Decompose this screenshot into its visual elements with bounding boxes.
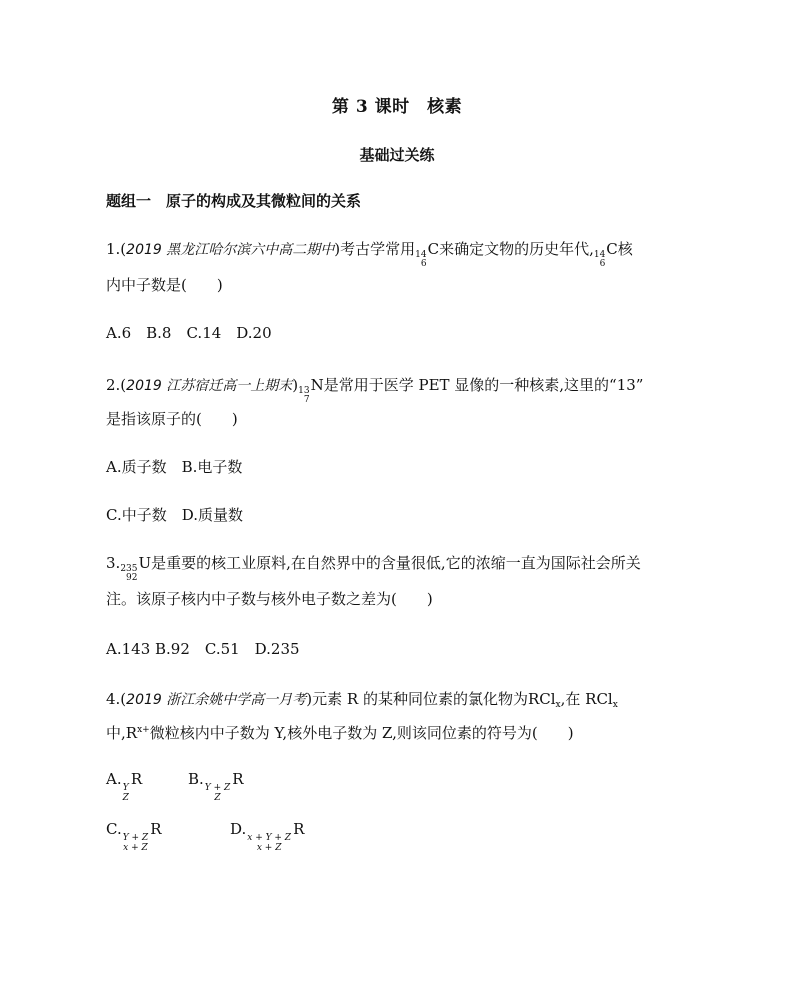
q1-source: 2019 黑龙江哈尔滨六中高二期中 <box>126 242 335 258</box>
q4-option-b-element: R <box>232 770 244 788</box>
q4-option-b-top: Y + Z <box>204 783 231 793</box>
question-2-options-cd: C.中子数 D.质量数 <box>106 506 243 524</box>
q4-number: 4.( <box>106 690 127 708</box>
q3-atomic-number: 92 <box>126 573 138 583</box>
q1-nuclide-2 <box>594 242 618 269</box>
q3-number: 3. <box>106 554 121 572</box>
q4-option-a-nuclide-scripts <box>122 783 130 803</box>
q4-option-a-top: Y <box>122 783 129 793</box>
q4-formula-2 <box>585 690 618 708</box>
q1-mass: 14 <box>415 250 427 260</box>
q2-mass: 13 <box>298 386 310 396</box>
q4-formula-main: RCl <box>527 690 556 708</box>
question-3-line-1 <box>106 556 641 583</box>
page-title: 第 3 课时 核素 <box>331 97 463 117</box>
q3-mass: 235 <box>120 564 138 574</box>
q4-option-d-top: x + Y + Z <box>247 833 292 843</box>
question-4-line-2 <box>106 726 574 741</box>
q1-element: C <box>427 240 440 258</box>
q1-text-3: 核 <box>617 240 633 258</box>
q3-nuclide <box>120 556 151 583</box>
q4-formula-sub: x <box>555 700 561 710</box>
q4-option-d-nuclide-scripts <box>246 833 292 853</box>
q4-ion-charge: x+ <box>137 725 150 735</box>
q3-text-1: 是重要的核工业原料,在自然界中的含量很低,它的浓缩一直为国际社会所关 <box>151 554 641 572</box>
q2-source: 2019 江苏宿迁高一上期末 <box>126 378 293 394</box>
q4-text-2: ,在 <box>560 690 586 708</box>
q4-option-b <box>188 772 244 803</box>
q1-nuclide-1 <box>415 242 439 269</box>
question-1-line-1 <box>106 242 633 269</box>
section-heading: 题组一 原子的构成及其微粒间的关系 <box>106 192 362 210</box>
q1-mass-2: 14 <box>593 250 606 260</box>
q4-option-c-top: Y + Z <box>122 833 149 843</box>
q4-option-b-nuclide-scripts <box>204 783 231 803</box>
q2-text-2: 是常用于医学 PET 显像的一种核素,这里的“13” <box>323 376 644 394</box>
q4-option-d <box>230 822 304 853</box>
q2-nuclide <box>298 378 324 405</box>
q2-atomic-number: 7 <box>303 395 310 405</box>
q4-line2-b: 微粒核内中子数为 Y,核外电子数为 Z,则该同位素的符号为( ) <box>149 724 574 742</box>
q1-number: 1.( <box>106 240 127 258</box>
q2-element: N <box>310 376 324 394</box>
q4-option-a-element: R <box>130 770 143 788</box>
question-1-line-2: 内中子数是( ) <box>106 276 223 294</box>
q1-atomic-number-2: 6 <box>599 259 606 269</box>
q1-atomic-number: 6 <box>420 259 427 269</box>
question-1-options: A.6 B.8 C.14 D.20 <box>106 324 272 342</box>
q4-option-c <box>106 822 230 853</box>
question-2-line-1 <box>106 378 643 405</box>
question-4-line-1 <box>106 692 618 710</box>
q4-formula-sub-2: x <box>612 700 618 710</box>
question-3-options: A.143 B.92 C.51 D.235 <box>106 640 300 658</box>
q2-number: 2.( <box>106 376 127 394</box>
q4-option-c-element: R <box>150 820 162 838</box>
q4-option-c-bottom: x + Z <box>123 843 148 853</box>
q1-text-2: 来确定文物的历史年代, <box>439 240 594 258</box>
question-2-options-ab: A.质子数 B.电子数 <box>106 458 243 476</box>
question-4-options-cd <box>106 822 304 853</box>
q4-option-c-nuclide-scripts <box>122 833 149 853</box>
q4-option-d-element: R <box>293 820 305 838</box>
q4-option-b-bottom: Z <box>214 793 221 803</box>
q1-element-2: C <box>606 240 618 258</box>
q4-source: 2019 浙江余姚中学高一月考 <box>126 692 307 708</box>
q4-option-b-label: B. <box>188 770 204 788</box>
question-2-line-2: 是指该原子的( ) <box>106 410 238 428</box>
q4-formula-1 <box>528 690 561 708</box>
page-subtitle: 基础过关练 <box>359 146 435 164</box>
q4-option-d-label: D. <box>230 820 247 838</box>
q3-element: U <box>138 554 152 572</box>
q4-option-a-label: A. <box>106 770 122 788</box>
q4-line2-a: 中,R <box>106 724 138 742</box>
q4-option-c-label: C. <box>106 820 122 838</box>
q4-formula-main-2: RCl <box>585 690 613 708</box>
q2-text-1: ) <box>292 376 299 394</box>
question-3-line-2: 注。该原子核内中子数与核外电子数之差为( ) <box>106 590 433 608</box>
q4-option-d-bottom: x + Z <box>256 843 282 853</box>
question-4-options-ab <box>106 772 244 803</box>
q4-text-1: )元素 R 的某种同位素的氯化物为 <box>306 690 528 708</box>
q4-option-a-bottom: Z <box>122 793 129 803</box>
q4-option-a <box>106 772 188 803</box>
q1-text-1: )考古学常用 <box>334 240 416 258</box>
